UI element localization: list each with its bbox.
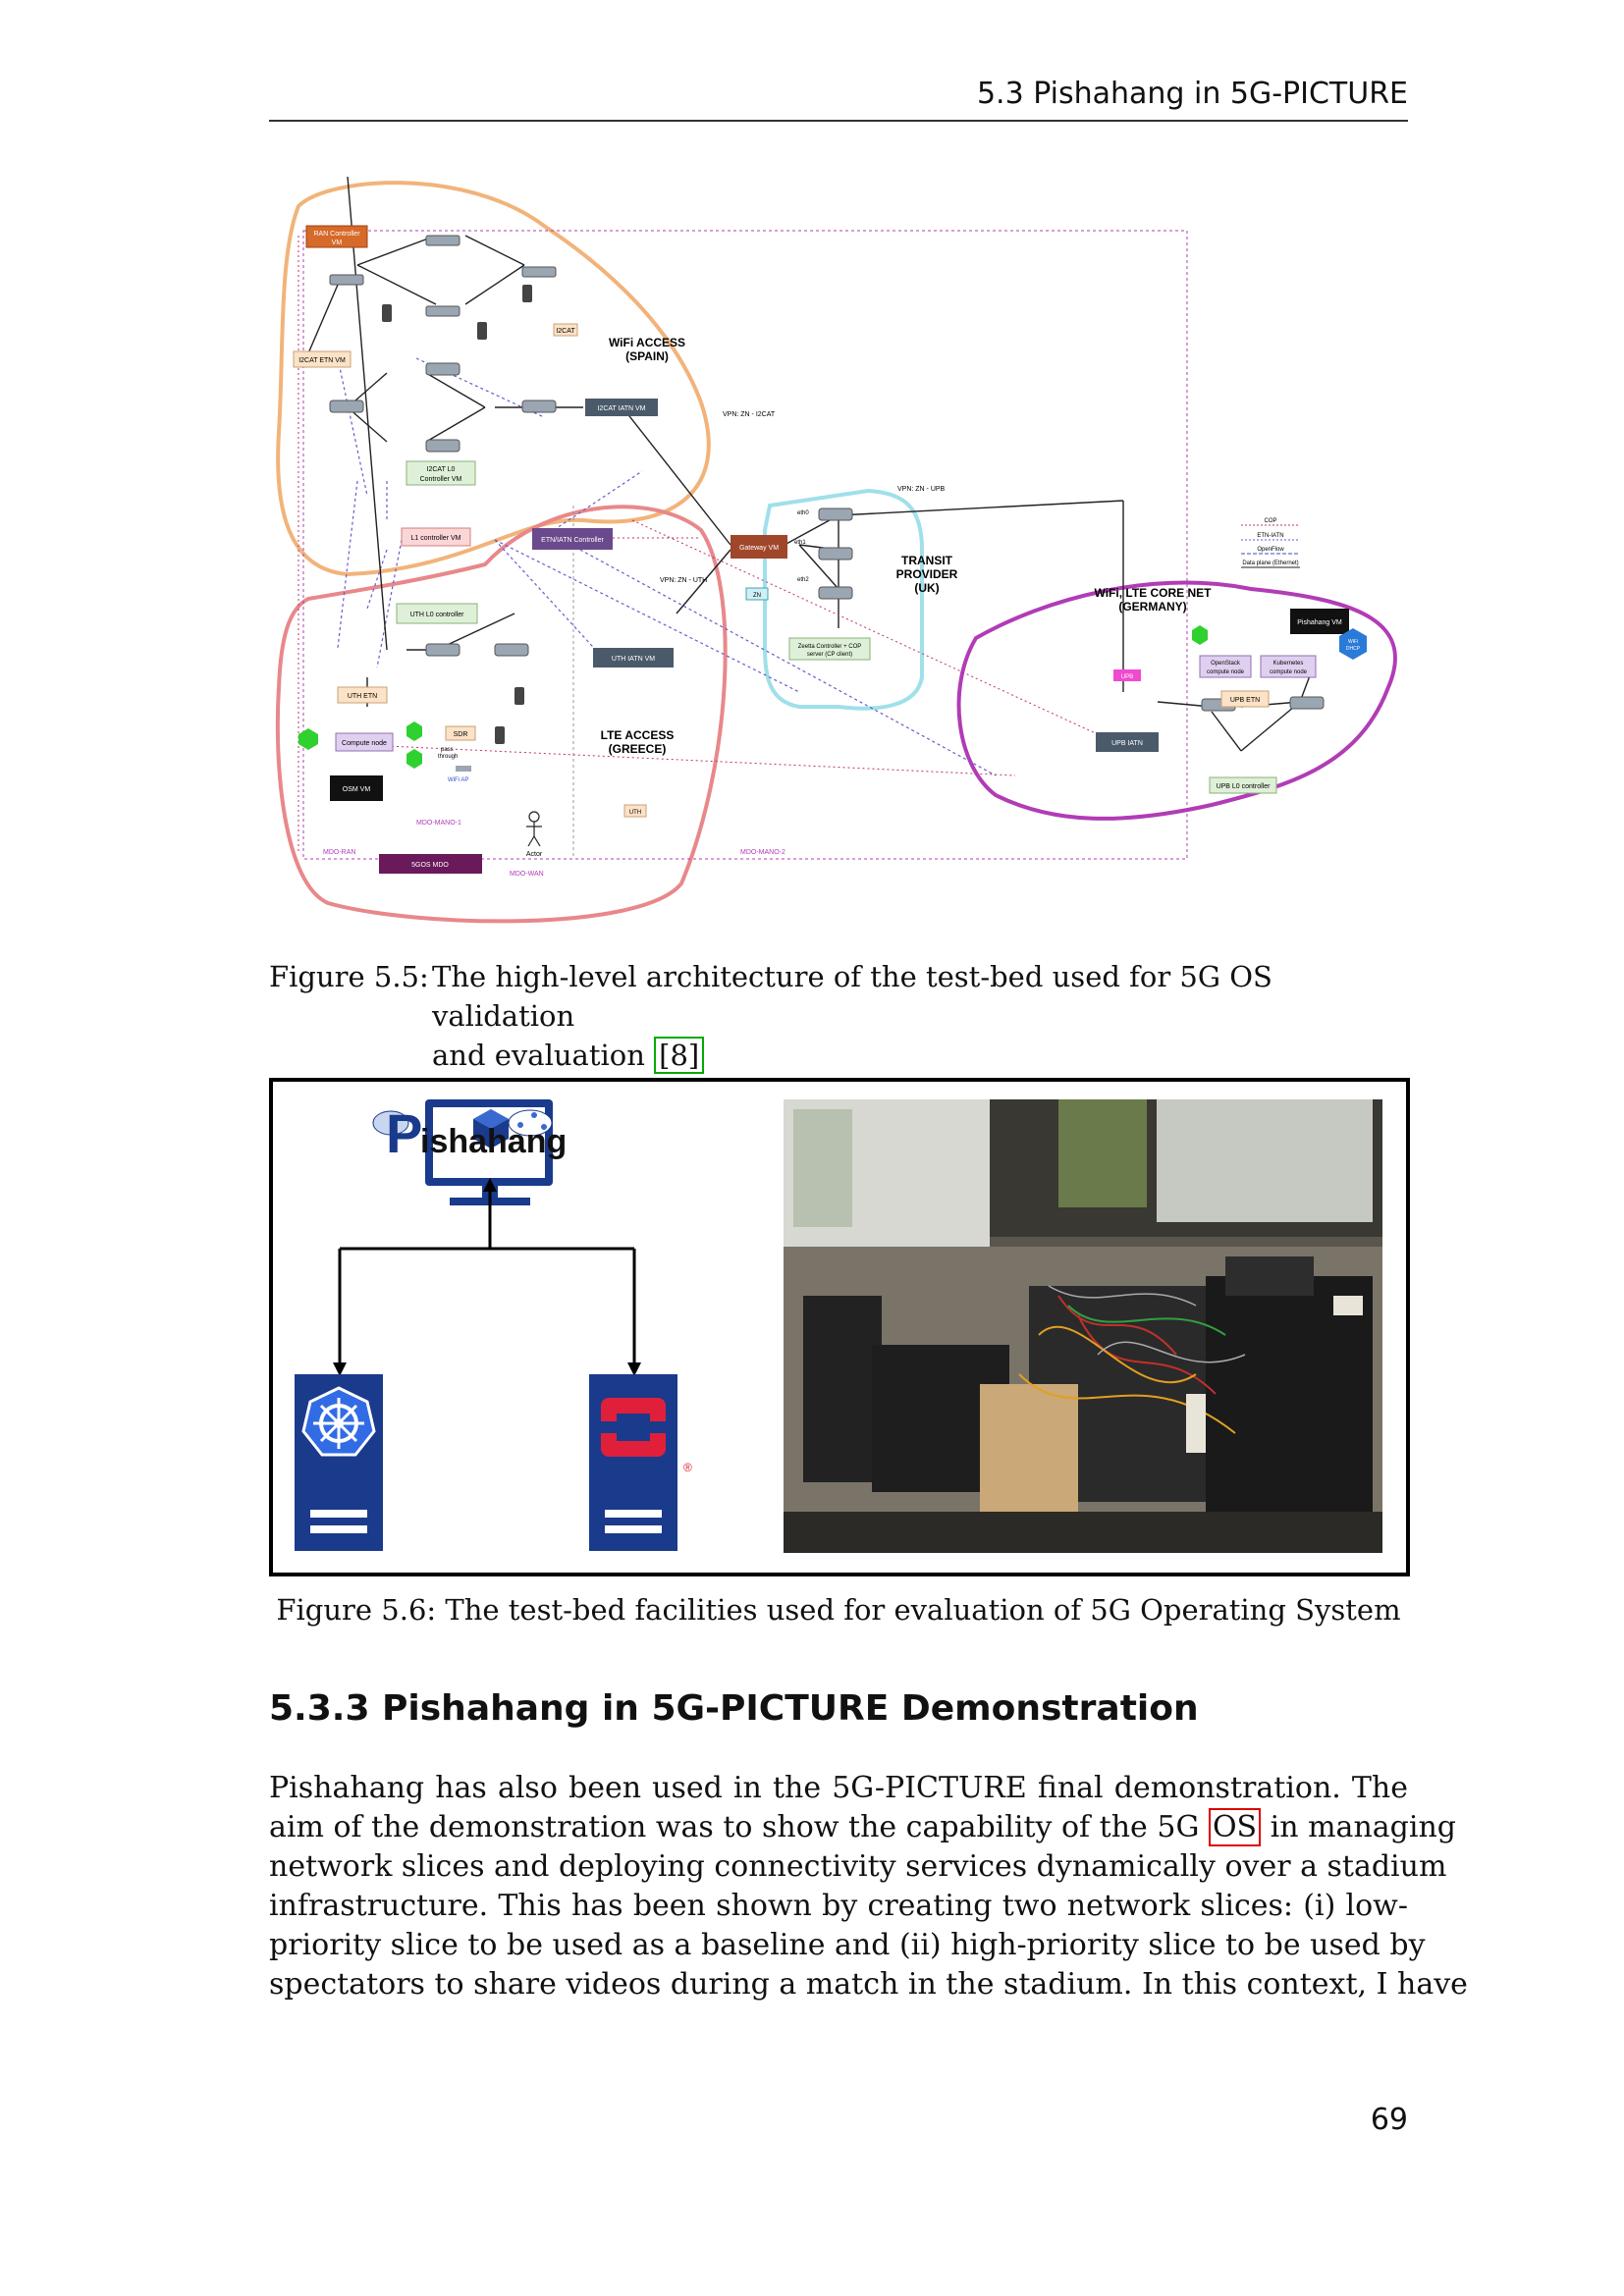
openstack-server-icon: [589, 1374, 692, 1551]
node-zeetta: [789, 638, 870, 660]
node-uth-etn: [338, 687, 387, 703]
label-mdo-wan: MDO-WAN: [510, 871, 544, 878]
paragraph-line-2: aim of the demonstration was to show the capability of the 5G OS in managing: [269, 1810, 1456, 1844]
node-upb-l0: [1210, 777, 1276, 793]
label-wifi-access: WiFi ACCESS: [608, 336, 686, 349]
node-sdr: [446, 726, 475, 740]
green-hex-core: [1192, 625, 1208, 645]
lab-photo: [784, 1099, 1382, 1553]
acronym-os-link[interactable]: OS: [1209, 1808, 1261, 1846]
svg-text:through: through: [438, 754, 459, 760]
node-pishahang: [1290, 609, 1349, 634]
label-lte-access: LTE ACCESS: [600, 728, 675, 742]
label-core: WiFi, LTE CORE NET: [1094, 586, 1212, 600]
svg-text:(GERMANY): (GERMANY): [1118, 600, 1187, 614]
node-upb-iatn: [1096, 732, 1159, 752]
svg-text:I2CAT IATN VM: I2CAT IATN VM: [597, 405, 646, 412]
svg-text:COP: COP: [1264, 518, 1277, 524]
caption-line1: The high-level architecture of the test-bed used for 5G OS validation: [432, 960, 1272, 1033]
green-hex-1: [406, 721, 422, 741]
svg-text:OpenStack: OpenStack: [1211, 661, 1240, 667]
svg-text:PROVIDER: PROVIDER: [895, 567, 958, 581]
logo-wordmark: ishahang: [420, 1123, 568, 1160]
svg-text:UPB ETN: UPB ETN: [1229, 697, 1261, 704]
label-lte-access-sub: (GREECE): [608, 742, 667, 756]
green-hex-2: [406, 749, 422, 769]
label-mdo-ran: MDO-RAN: [323, 849, 356, 856]
node-uth-l0: [397, 604, 477, 623]
label-mdo-mano2: MDO-MANO-2: [740, 849, 785, 856]
svg-text:eth2: eth2: [797, 577, 809, 583]
svg-text:server (CP client): server (CP client): [806, 652, 853, 658]
node-i2cat-etn: [294, 351, 351, 367]
section-paragraph: [269, 1769, 1468, 2004]
node-l1-controller: [402, 528, 470, 546]
label-i2cat: I2CAT: [556, 328, 575, 335]
actor-icon: [526, 812, 542, 846]
label-mdo-mano1: MDO-MANO-1: [416, 820, 461, 827]
svg-text:compute node: compute node: [1206, 669, 1245, 675]
svg-text:I2CAT ETN VM: I2CAT ETN VM: [298, 357, 346, 364]
svg-text:eth1: eth1: [794, 540, 806, 546]
label-transit: TRANSIT: [901, 554, 952, 567]
svg-text:Pishahang VM: Pishahang VM: [1297, 619, 1342, 626]
svg-text:UTH L0 controller: UTH L0 controller: [409, 612, 464, 618]
figure-5-5-caption: [269, 957, 1408, 1075]
label-upb: UPB: [1120, 674, 1134, 680]
node-kubernetes: [1261, 656, 1316, 677]
svg-text:ETN-IATN: ETN-IATN: [1257, 533, 1284, 539]
pishahang-schematic: [273, 1082, 764, 1565]
svg-text:SDR: SDR: [453, 731, 468, 738]
svg-text:Gateway VM: Gateway VM: [738, 545, 780, 552]
svg-text:OpenFlow: OpenFlow: [1257, 547, 1284, 553]
svg-text:Compute node: Compute node: [342, 740, 387, 747]
svg-text:Kubernetes: Kubernetes: [1272, 661, 1304, 667]
svg-text:RAN Controller: RAN Controller: [313, 231, 360, 238]
node-openstack: [1200, 656, 1251, 677]
testbed-figure: [269, 1078, 1410, 1576]
svg-text:UTH ETN: UTH ETN: [347, 693, 378, 700]
svg-text:ETN/IATN Controller: ETN/IATN Controller: [541, 537, 604, 544]
paragraph-line-5: priority slice to be used as a baseline and (ii) high-priority slice to be used by: [269, 1928, 1426, 1962]
svg-text:L1 controller VM: L1 controller VM: [410, 535, 461, 542]
svg-text:UPB L0 controller: UPB L0 controller: [1216, 783, 1271, 790]
svg-text:VM: VM: [331, 240, 343, 246]
logo-letter-p: P: [386, 1102, 423, 1164]
svg-text:Zeetta Controller + COP: Zeetta Controller + COP: [797, 644, 862, 650]
svg-text:DHCP: DHCP: [1345, 646, 1361, 652]
svg-text:Data plane (Ethernet): Data plane (Ethernet): [1242, 561, 1299, 566]
paragraph-line-3: network slices and deploying connectivity services dynamically over a stadium: [269, 1849, 1447, 1884]
svg-text:5GOS MDO: 5GOS MDO: [411, 862, 449, 869]
figure-5-6-caption: Figure 5.6: The test-bed facilities used for evaluation of 5G Operating System: [276, 1593, 1401, 1627]
node-osm: [330, 775, 383, 801]
registered-mark: ®: [683, 1461, 692, 1474]
svg-text:Controller VM: Controller VM: [419, 476, 462, 483]
phone-icons: [382, 285, 532, 744]
label-zn: ZN: [753, 593, 761, 599]
node-uth-iatn: [593, 648, 674, 667]
svg-text:compute node: compute node: [1269, 669, 1308, 675]
architecture-diagram: [269, 177, 1408, 942]
svg-text:UPB IATN: UPB IATN: [1111, 740, 1143, 747]
node-5gos-mdo: [379, 854, 482, 874]
caption-label: Figure 5.5:: [269, 960, 429, 993]
transit-region: [765, 491, 922, 709]
svg-text:OSM VM: OSM VM: [342, 786, 371, 793]
svg-text:(UK): (UK): [914, 581, 940, 595]
node-compute: [336, 733, 393, 751]
paragraph-line-4: infrastructure. This has been shown by creating two network slices: (i) low-: [269, 1889, 1408, 1923]
paragraph-line-6: spectators to share videos during a match in the stadium. In this context, I have: [269, 1967, 1468, 2002]
label-wifi-access-sub: (SPAIN): [625, 349, 669, 363]
kubernetes-server-icon: [295, 1374, 383, 1551]
diagram-legend: [1241, 518, 1300, 567]
label-vpn-i2cat: VPN: ZN - I2CAT: [723, 411, 776, 418]
label-vpn-uth: VPN: ZN - UTH: [660, 577, 708, 584]
label-uth: UTH: [628, 810, 642, 816]
node-i2cat-iatn: [585, 399, 658, 416]
svg-text:UTH IATN VM: UTH IATN VM: [611, 656, 656, 663]
node-etn-iatn-controller: [532, 528, 613, 550]
svg-text:eth0: eth0: [797, 510, 809, 516]
node-gateway: [731, 535, 787, 559]
label-actor: Actor: [525, 851, 543, 858]
svg-text:I2CAT L0: I2CAT L0: [426, 466, 456, 473]
svg-text:WiFi: WiFi: [1348, 639, 1358, 645]
svg-text:pass: pass: [441, 747, 454, 753]
green-hex-left: [298, 728, 318, 750]
node-upb-etn: [1221, 691, 1269, 707]
running-title: 5.3 Pishahang in 5G-PICTURE: [976, 77, 1408, 111]
section-heading: 5.3.3 Pishahang in 5G-PICTURE Demonstration: [269, 1688, 1199, 1729]
label-vpn-upb: VPN: ZN - UPB: [897, 486, 946, 493]
paragraph-line-1: Pishahang has also been used in the 5G-PICTURE final demonstration. The: [269, 1771, 1408, 1805]
page-number: 69: [1370, 2103, 1408, 2137]
running-header: [269, 77, 1408, 122]
caption-line2: and evaluation: [432, 1039, 645, 1072]
node-ran-controller: [306, 226, 367, 247]
label-wifi-ap: WiFi AP: [448, 777, 469, 783]
citation-link[interactable]: [8]: [654, 1037, 704, 1074]
node-i2cat-l0: [406, 461, 475, 485]
